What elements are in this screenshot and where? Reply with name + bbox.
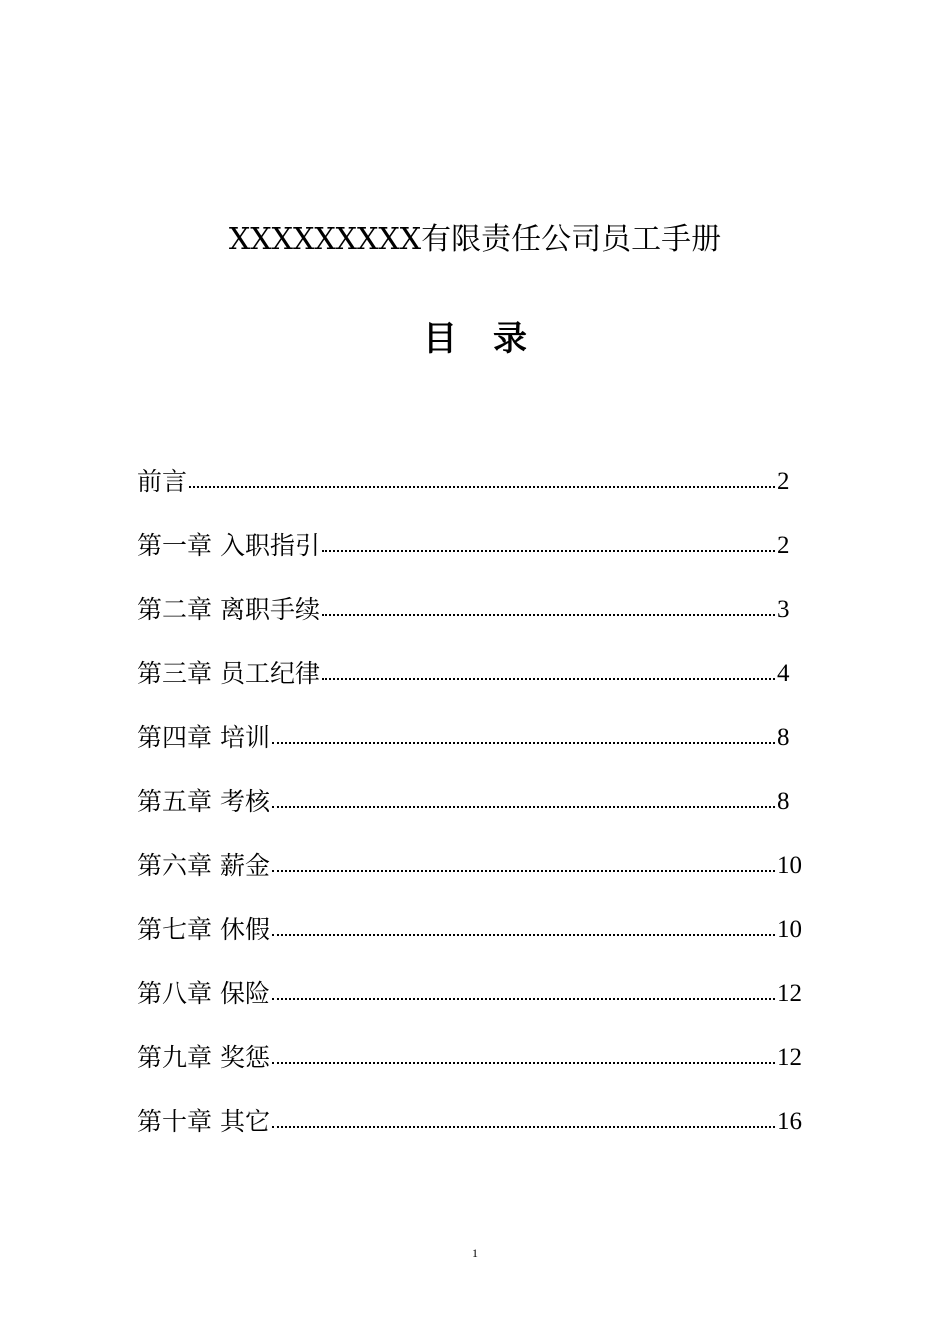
toc-entry-label: 第三章 员工纪律 xyxy=(137,659,320,688)
toc-entry-label: 第八章 保险 xyxy=(137,979,270,1008)
toc-entry-page: 10 xyxy=(777,852,802,879)
toc-dot-leader xyxy=(272,934,775,936)
toc-entry-page: 2 xyxy=(777,532,790,559)
toc-entry[interactable] xyxy=(137,1076,807,1140)
toc-entry-label: 第六章 薪金 xyxy=(137,851,270,880)
toc-entry-page: 16 xyxy=(777,1108,802,1135)
toc-entry[interactable] xyxy=(137,884,807,948)
toc-dot-leader xyxy=(272,742,775,744)
toc-entry-label: 第九章 奖惩 xyxy=(137,1043,270,1072)
toc-entry[interactable] xyxy=(137,564,807,628)
toc-dot-leader xyxy=(272,1062,775,1064)
toc-dot-leader xyxy=(322,550,775,552)
toc-entry[interactable] xyxy=(137,820,807,884)
toc-dot-leader xyxy=(322,614,775,616)
toc-entry-page: 2 xyxy=(777,468,790,495)
toc-heading: 目录 xyxy=(423,319,563,359)
footer-page-number: 1 xyxy=(472,1246,478,1260)
toc-dot-leader xyxy=(272,1126,775,1128)
toc-entry[interactable] xyxy=(137,948,807,1012)
toc-entry[interactable] xyxy=(137,1012,807,1076)
toc-entry[interactable] xyxy=(137,756,807,820)
document-title: XXXXXXXXX有限责任公司员工手册 xyxy=(228,222,722,257)
table-of-contents xyxy=(137,436,807,1140)
toc-entry-label: 第二章 离职手续 xyxy=(137,595,320,624)
toc-entry[interactable] xyxy=(137,436,807,500)
toc-entry-page: 3 xyxy=(777,596,790,623)
toc-entry-label: 前言 xyxy=(137,467,188,496)
toc-entry-page: 10 xyxy=(777,916,802,943)
toc-dot-leader xyxy=(272,870,775,872)
toc-dot-leader xyxy=(189,486,775,488)
toc-entry[interactable] xyxy=(137,628,807,692)
toc-entry[interactable] xyxy=(137,692,807,756)
toc-entry-label: 第七章 休假 xyxy=(137,915,270,944)
toc-entry-label: 第五章 考核 xyxy=(137,787,270,816)
toc-dot-leader xyxy=(272,998,775,1000)
toc-entry-label: 第四章 培训 xyxy=(137,723,270,752)
toc-dot-leader xyxy=(322,678,775,680)
toc-entry-page: 8 xyxy=(777,788,790,815)
toc-entry-label: 第十章 其它 xyxy=(137,1107,270,1136)
toc-entry-page: 8 xyxy=(777,724,790,751)
toc-entry-page: 12 xyxy=(777,1044,802,1071)
toc-entry-label: 第一章 入职指引 xyxy=(137,531,320,560)
toc-entry-page: 4 xyxy=(777,660,790,687)
toc-dot-leader xyxy=(272,806,775,808)
toc-entry[interactable] xyxy=(137,500,807,564)
toc-entry-page: 12 xyxy=(777,980,802,1007)
